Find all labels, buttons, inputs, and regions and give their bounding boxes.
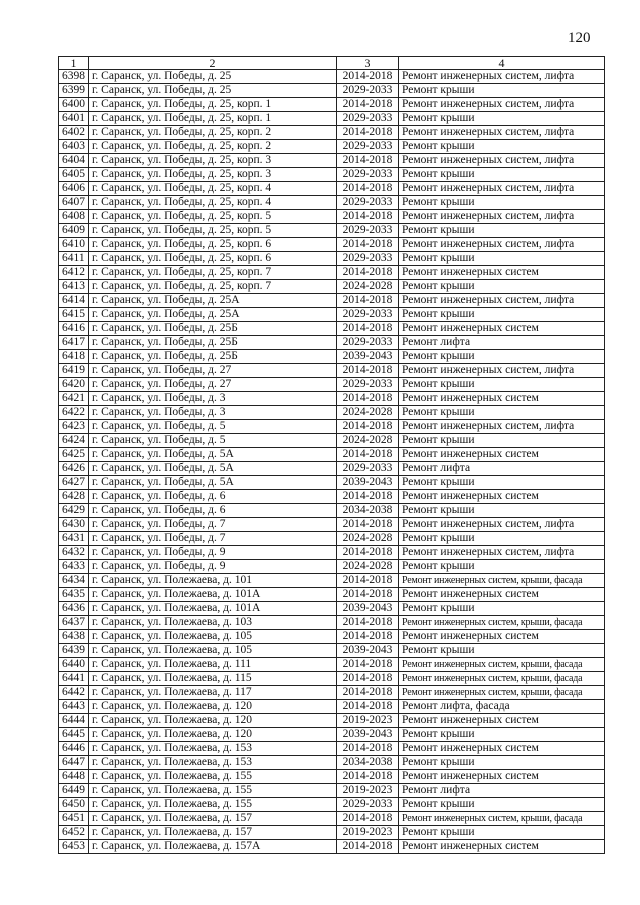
row-period: 2039-2043: [337, 350, 399, 364]
row-work: Ремонт инженерных систем: [399, 588, 605, 602]
row-number: 6434: [59, 574, 89, 588]
row-work: Ремонт крыши: [399, 168, 605, 182]
row-period: 2014-2018: [337, 812, 399, 826]
row-period: 2014-2018: [337, 448, 399, 462]
row-number: 6422: [59, 406, 89, 420]
row-number: 6425: [59, 448, 89, 462]
table-row: [59, 714, 605, 728]
table-row: [59, 826, 605, 840]
row-address: г. Саранск, ул. Победы, д. 25, корп. 5: [89, 210, 337, 224]
row-number: 6443: [59, 700, 89, 714]
row-number: 6426: [59, 462, 89, 476]
table-row: [59, 728, 605, 742]
row-work: Ремонт инженерных систем: [399, 840, 605, 854]
row-number: 6419: [59, 364, 89, 378]
row-period: 2029-2033: [337, 224, 399, 238]
row-work: Ремонт инженерных систем: [399, 714, 605, 728]
table-row: [59, 224, 605, 238]
row-period: 2014-2018: [337, 266, 399, 280]
row-address: г. Саранск, ул. Победы, д. 5А: [89, 476, 337, 490]
row-number: 6410: [59, 238, 89, 252]
table-row: [59, 182, 605, 196]
table-row: [59, 196, 605, 210]
row-address: г. Саранск, ул. Победы, д. 25, корп. 1: [89, 98, 337, 112]
row-number: 6414: [59, 294, 89, 308]
column-header-period: 3: [337, 57, 399, 70]
row-work: Ремонт инженерных систем, лифта: [399, 420, 605, 434]
row-address: г. Саранск, ул. Победы, д. 7: [89, 518, 337, 532]
row-period: 2014-2018: [337, 588, 399, 602]
row-work: Ремонт крыши: [399, 560, 605, 574]
row-address: г. Саранск, ул. Победы, д. 7: [89, 532, 337, 546]
row-number: 6444: [59, 714, 89, 728]
row-address: г. Саранск, ул. Победы, д. 25, корп. 4: [89, 196, 337, 210]
row-work: Ремонт крыши: [399, 350, 605, 364]
row-work: Ремонт крыши: [399, 406, 605, 420]
row-address: г. Саранск, ул. Победы, д. 25, корп. 4: [89, 182, 337, 196]
row-number: 6404: [59, 154, 89, 168]
row-number: 6445: [59, 728, 89, 742]
row-work: Ремонт крыши: [399, 224, 605, 238]
row-work: Ремонт крыши: [399, 504, 605, 518]
row-work: Ремонт крыши: [399, 644, 605, 658]
row-address: г. Саранск, ул. Полежаева, д. 101А: [89, 588, 337, 602]
row-work: Ремонт инженерных систем: [399, 770, 605, 784]
table-row: [59, 490, 605, 504]
row-work: Ремонт крыши: [399, 378, 605, 392]
row-number: 6412: [59, 266, 89, 280]
row-work: Ремонт инженерных систем: [399, 322, 605, 336]
row-address: г. Саранск, ул. Победы, д. 5: [89, 420, 337, 434]
column-header-number: 1: [59, 57, 89, 70]
row-address: г. Саранск, ул. Полежаева, д. 153: [89, 742, 337, 756]
table-row: [59, 350, 605, 364]
row-period: 2014-2018: [337, 182, 399, 196]
row-number: 6409: [59, 224, 89, 238]
row-address: г. Саранск, ул. Полежаева, д. 120: [89, 714, 337, 728]
row-number: 6436: [59, 602, 89, 616]
row-address: г. Саранск, ул. Полежаева, д. 157А: [89, 840, 337, 854]
row-number: 6403: [59, 140, 89, 154]
row-work: Ремонт лифта, фасада: [399, 700, 605, 714]
row-number: 6408: [59, 210, 89, 224]
table-header-row: [59, 57, 605, 70]
row-address: г. Саранск, ул. Победы, д. 6: [89, 490, 337, 504]
row-period: 2014-2018: [337, 238, 399, 252]
table-row: [59, 154, 605, 168]
row-period: 2029-2033: [337, 252, 399, 266]
row-address: г. Саранск, ул. Полежаева, д. 120: [89, 700, 337, 714]
row-number: 6416: [59, 322, 89, 336]
row-number: 6402: [59, 126, 89, 140]
table-row: [59, 280, 605, 294]
row-address: г. Саранск, ул. Полежаева, д. 120: [89, 728, 337, 742]
row-work: Ремонт инженерных систем, лифта: [399, 546, 605, 560]
row-number: 6451: [59, 812, 89, 826]
row-period: 2014-2018: [337, 392, 399, 406]
row-number: 6446: [59, 742, 89, 756]
row-address: г. Саранск, ул. Победы, д. 25А: [89, 308, 337, 322]
table-row: [59, 448, 605, 462]
row-work: Ремонт инженерных систем: [399, 266, 605, 280]
row-number: 6441: [59, 672, 89, 686]
row-address: г. Саранск, ул. Победы, д. 25Б: [89, 350, 337, 364]
row-work: Ремонт инженерных систем: [399, 448, 605, 462]
row-period: 2014-2018: [337, 126, 399, 140]
table-row: [59, 560, 605, 574]
table-body: [59, 70, 605, 854]
row-work: Ремонт крыши: [399, 756, 605, 770]
row-address: г. Саранск, ул. Победы, д. 25Б: [89, 322, 337, 336]
row-number: 6428: [59, 490, 89, 504]
row-address: г. Саранск, ул. Победы, д. 25, корп. 1: [89, 112, 337, 126]
row-address: г. Саранск, ул. Победы, д. 25, корп. 3: [89, 154, 337, 168]
row-period: 2034-2038: [337, 756, 399, 770]
row-period: 2029-2033: [337, 378, 399, 392]
row-period: 2039-2043: [337, 602, 399, 616]
row-period: 2014-2018: [337, 518, 399, 532]
table-row: [59, 98, 605, 112]
row-number: 6421: [59, 392, 89, 406]
table-row: [59, 630, 605, 644]
row-period: 2024-2028: [337, 406, 399, 420]
row-number: 6448: [59, 770, 89, 784]
row-work: Ремонт лифта: [399, 336, 605, 350]
table-row: [59, 658, 605, 672]
table-row: [59, 798, 605, 812]
table-row: [59, 364, 605, 378]
row-number: 6423: [59, 420, 89, 434]
table-row: [59, 686, 605, 700]
row-work: Ремонт инженерных систем, крыши, фасада: [399, 616, 605, 630]
row-work: Ремонт инженерных систем, лифта: [399, 294, 605, 308]
table-row: [59, 70, 605, 84]
row-address: г. Саранск, ул. Полежаева, д. 153: [89, 756, 337, 770]
table-row: [59, 84, 605, 98]
table-row: [59, 602, 605, 616]
table-row: [59, 266, 605, 280]
row-number: 6449: [59, 784, 89, 798]
row-address: г. Саранск, ул. Полежаева, д. 155: [89, 770, 337, 784]
row-work: Ремонт крыши: [399, 280, 605, 294]
row-number: 6437: [59, 616, 89, 630]
row-period: 2014-2018: [337, 294, 399, 308]
table-row: [59, 168, 605, 182]
row-address: г. Саранск, ул. Победы, д. 25, корп. 6: [89, 238, 337, 252]
row-address: г. Саранск, ул. Полежаева, д. 101: [89, 574, 337, 588]
table-row: [59, 784, 605, 798]
row-period: 2014-2018: [337, 154, 399, 168]
row-number: 6432: [59, 546, 89, 560]
row-address: г. Саранск, ул. Полежаева, д. 105: [89, 644, 337, 658]
row-address: г. Саранск, ул. Полежаева, д. 101А: [89, 602, 337, 616]
row-period: 2014-2018: [337, 322, 399, 336]
row-address: г. Саранск, ул. Полежаева, д. 155: [89, 798, 337, 812]
row-work: Ремонт инженерных систем: [399, 630, 605, 644]
row-period: 2014-2018: [337, 364, 399, 378]
row-number: 6407: [59, 196, 89, 210]
row-period: 2039-2043: [337, 644, 399, 658]
row-work: Ремонт инженерных систем, лифта: [399, 70, 605, 84]
row-number: 6424: [59, 434, 89, 448]
row-work: Ремонт инженерных систем, лифта: [399, 126, 605, 140]
row-address: г. Саранск, ул. Полежаева, д. 105: [89, 630, 337, 644]
row-number: 6399: [59, 84, 89, 98]
row-period: 2024-2028: [337, 560, 399, 574]
row-number: 6452: [59, 826, 89, 840]
repair-schedule-table: [58, 56, 605, 854]
table-row: [59, 252, 605, 266]
row-address: г. Саранск, ул. Полежаева, д. 115: [89, 672, 337, 686]
row-number: 6406: [59, 182, 89, 196]
row-work: Ремонт крыши: [399, 476, 605, 490]
row-period: 2014-2018: [337, 490, 399, 504]
table-row: [59, 742, 605, 756]
row-address: г. Саранск, ул. Победы, д. 5: [89, 434, 337, 448]
row-period: 2014-2018: [337, 210, 399, 224]
row-period: 2024-2028: [337, 280, 399, 294]
row-address: г. Саранск, ул. Победы, д. 25, корп. 7: [89, 266, 337, 280]
table-row: [59, 574, 605, 588]
row-period: 2024-2028: [337, 434, 399, 448]
row-period: 2034-2038: [337, 504, 399, 518]
row-address: г. Саранск, ул. Победы, д. 27: [89, 378, 337, 392]
row-number: 6453: [59, 840, 89, 854]
row-address: г. Саранск, ул. Победы, д. 5А: [89, 448, 337, 462]
row-address: г. Саранск, ул. Победы, д. 9: [89, 546, 337, 560]
table-row: [59, 210, 605, 224]
row-work: Ремонт крыши: [399, 112, 605, 126]
row-period: 2019-2023: [337, 784, 399, 798]
row-work: Ремонт крыши: [399, 434, 605, 448]
row-work: Ремонт крыши: [399, 196, 605, 210]
table-row: [59, 840, 605, 854]
row-number: 6418: [59, 350, 89, 364]
row-period: 2029-2033: [337, 336, 399, 350]
row-work: Ремонт инженерных систем: [399, 742, 605, 756]
table-row: [59, 476, 605, 490]
table-row: [59, 518, 605, 532]
row-work: Ремонт инженерных систем, крыши, фасада: [399, 812, 605, 826]
row-address: г. Саранск, ул. Победы, д. 25: [89, 70, 337, 84]
row-period: 2039-2043: [337, 476, 399, 490]
row-number: 6400: [59, 98, 89, 112]
row-address: г. Саранск, ул. Победы, д. 25, корп. 6: [89, 252, 337, 266]
row-period: 2029-2033: [337, 112, 399, 126]
row-work: Ремонт крыши: [399, 728, 605, 742]
row-work: Ремонт крыши: [399, 308, 605, 322]
row-address: г. Саранск, ул. Полежаева, д. 157: [89, 826, 337, 840]
row-work: Ремонт инженерных систем, крыши, фасада: [399, 686, 605, 700]
table-row: [59, 770, 605, 784]
row-period: 2014-2018: [337, 616, 399, 630]
table-row: [59, 126, 605, 140]
row-number: 6420: [59, 378, 89, 392]
row-number: 6440: [59, 658, 89, 672]
row-period: 2029-2033: [337, 196, 399, 210]
row-work: Ремонт крыши: [399, 252, 605, 266]
row-period: 2024-2028: [337, 532, 399, 546]
row-period: 2039-2043: [337, 728, 399, 742]
row-period: 2029-2033: [337, 462, 399, 476]
row-number: 6438: [59, 630, 89, 644]
row-period: 2029-2033: [337, 798, 399, 812]
row-work: Ремонт инженерных систем, лифта: [399, 238, 605, 252]
row-number: 6417: [59, 336, 89, 350]
column-header-work: 4: [399, 57, 605, 70]
table-row: [59, 238, 605, 252]
table-row: [59, 700, 605, 714]
row-address: г. Саранск, ул. Победы, д. 27: [89, 364, 337, 378]
row-period: 2014-2018: [337, 658, 399, 672]
row-period: 2014-2018: [337, 98, 399, 112]
table-row: [59, 308, 605, 322]
row-number: 6415: [59, 308, 89, 322]
row-period: 2014-2018: [337, 840, 399, 854]
table-row: [59, 644, 605, 658]
row-period: 2014-2018: [337, 700, 399, 714]
table-row: [59, 756, 605, 770]
table-row: [59, 588, 605, 602]
row-number: 6431: [59, 532, 89, 546]
row-number: 6411: [59, 252, 89, 266]
row-work: Ремонт инженерных систем, лифта: [399, 518, 605, 532]
table-row: [59, 462, 605, 476]
row-work: Ремонт инженерных систем, лифта: [399, 182, 605, 196]
table-row: [59, 322, 605, 336]
column-header-address: 2: [89, 57, 337, 70]
table-row: [59, 532, 605, 546]
row-number: 6442: [59, 686, 89, 700]
table-row: [59, 420, 605, 434]
table-row: [59, 378, 605, 392]
row-number: 6439: [59, 644, 89, 658]
table-row: [59, 294, 605, 308]
table-row: [59, 406, 605, 420]
row-number: 6398: [59, 70, 89, 84]
row-address: г. Саранск, ул. Победы, д. 9: [89, 560, 337, 574]
row-period: 2014-2018: [337, 672, 399, 686]
row-address: г. Саранск, ул. Полежаева, д. 117: [89, 686, 337, 700]
row-number: 6450: [59, 798, 89, 812]
row-work: Ремонт крыши: [399, 798, 605, 812]
table-row: [59, 504, 605, 518]
row-work: Ремонт лифта: [399, 462, 605, 476]
row-address: г. Саранск, ул. Победы, д. 25, корп. 7: [89, 280, 337, 294]
row-number: 6405: [59, 168, 89, 182]
row-period: 2014-2018: [337, 546, 399, 560]
row-address: г. Саранск, ул. Победы, д. 25, корп. 3: [89, 168, 337, 182]
row-work: Ремонт инженерных систем, лифта: [399, 154, 605, 168]
row-address: г. Саранск, ул. Победы, д. 25, корп. 5: [89, 224, 337, 238]
row-period: 2029-2033: [337, 308, 399, 322]
row-address: г. Саранск, ул. Победы, д. 6: [89, 504, 337, 518]
row-period: 2014-2018: [337, 686, 399, 700]
row-work: Ремонт инженерных систем, лифта: [399, 98, 605, 112]
row-period: 2019-2023: [337, 714, 399, 728]
row-period: 2029-2033: [337, 84, 399, 98]
row-work: Ремонт крыши: [399, 602, 605, 616]
row-period: 2029-2033: [337, 140, 399, 154]
row-number: 6447: [59, 756, 89, 770]
table-row: [59, 546, 605, 560]
row-work: Ремонт крыши: [399, 84, 605, 98]
row-number: 6430: [59, 518, 89, 532]
row-period: 2014-2018: [337, 70, 399, 84]
row-address: г. Саранск, ул. Победы, д. 25: [89, 84, 337, 98]
table-row: [59, 392, 605, 406]
row-period: 2014-2018: [337, 420, 399, 434]
row-address: г. Саранск, ул. Полежаева, д. 157: [89, 812, 337, 826]
row-address: г. Саранск, ул. Победы, д. 5А: [89, 462, 337, 476]
table-row: [59, 672, 605, 686]
row-number: 6401: [59, 112, 89, 126]
row-period: 2014-2018: [337, 630, 399, 644]
row-work: Ремонт крыши: [399, 532, 605, 546]
row-address: г. Саранск, ул. Победы, д. 25, корп. 2: [89, 140, 337, 154]
row-number: 6433: [59, 560, 89, 574]
row-work: Ремонт инженерных систем, крыши, фасада: [399, 672, 605, 686]
row-period: 2014-2018: [337, 742, 399, 756]
row-work: Ремонт инженерных систем, крыши, фасада: [399, 658, 605, 672]
row-number: 6435: [59, 588, 89, 602]
row-address: г. Саранск, ул. Победы, д. 25, корп. 2: [89, 126, 337, 140]
row-address: г. Саранск, ул. Победы, д. 25А: [89, 294, 337, 308]
row-work: Ремонт инженерных систем: [399, 392, 605, 406]
row-work: Ремонт крыши: [399, 826, 605, 840]
row-period: 2019-2023: [337, 826, 399, 840]
row-work: Ремонт крыши: [399, 140, 605, 154]
row-work: Ремонт инженерных систем: [399, 490, 605, 504]
row-period: 2014-2018: [337, 574, 399, 588]
row-address: г. Саранск, ул. Победы, д. 25Б: [89, 336, 337, 350]
row-address: г. Саранск, ул. Полежаева, д. 155: [89, 784, 337, 798]
row-number: 6427: [59, 476, 89, 490]
row-number: 6413: [59, 280, 89, 294]
row-work: Ремонт инженерных систем, лифта: [399, 210, 605, 224]
row-address: г. Саранск, ул. Полежаева, д. 103: [89, 616, 337, 630]
row-period: 2029-2033: [337, 168, 399, 182]
row-address: г. Саранск, ул. Победы, д. 3: [89, 392, 337, 406]
table-row: [59, 616, 605, 630]
table-row: [59, 336, 605, 350]
row-period: 2014-2018: [337, 770, 399, 784]
table-row: [59, 140, 605, 154]
page-number: 120: [568, 30, 591, 46]
table-row: [59, 812, 605, 826]
table-row: [59, 434, 605, 448]
row-work: Ремонт лифта: [399, 784, 605, 798]
row-work: Ремонт инженерных систем, лифта: [399, 364, 605, 378]
table-row: [59, 112, 605, 126]
row-address: г. Саранск, ул. Победы, д. 3: [89, 406, 337, 420]
row-work: Ремонт инженерных систем, крыши, фасада: [399, 574, 605, 588]
row-number: 6429: [59, 504, 89, 518]
row-address: г. Саранск, ул. Полежаева, д. 111: [89, 658, 337, 672]
